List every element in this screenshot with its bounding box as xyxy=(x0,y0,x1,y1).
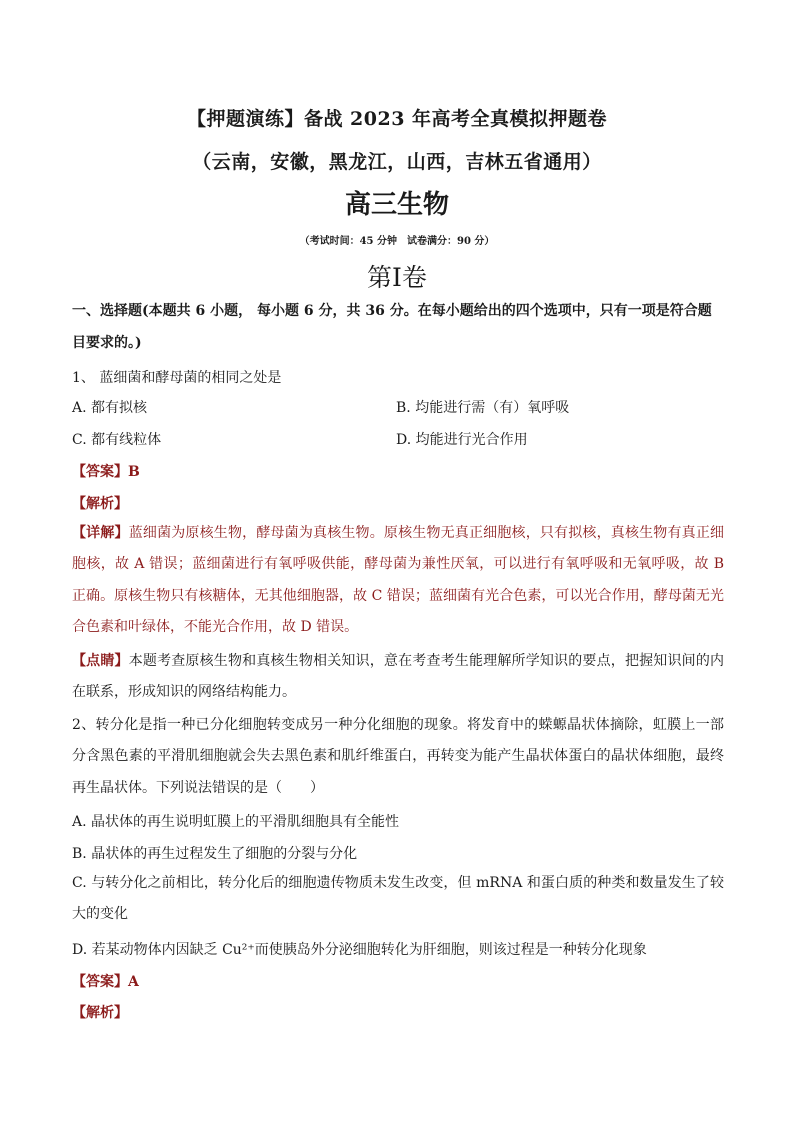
question-1-comment xyxy=(72,646,724,709)
detail-text: 蓝细菌为原核生物，酵母菌为真核生物。原核生物无真正细胞核，只有拟核，真核生物有真正细胞核，故 A 错误；蓝细菌进行有氧呼吸供能，酵母菌为兼性厌氧，可以进行有氧呼吸和无氧呼吸，故 B 正确。原核生物只有核糖体，无其他细胞器，故 C 错误；蓝细菌有光合色素，可以光合作用，酵母菌无光合色素和叶绿体，不能光合作用，故 D 错误。 xyxy=(72,525,725,636)
volume-heading: 第Ⅰ卷 xyxy=(367,263,427,292)
question-1-analysis-tag: 【解析】 xyxy=(72,496,128,512)
answer-tag: 【答案】 xyxy=(72,464,128,480)
question-1-answer xyxy=(72,462,140,482)
comment-text: 本题考查原核生物和真核生物相关知识，意在考查考生能理解所学知识的要点，把握知识间的内在联系，形成知识的网络结构能力。 xyxy=(72,653,725,701)
answer-tag: 【答案】 xyxy=(72,974,128,990)
question-1-option-c: C. 都有线粒体 xyxy=(72,432,162,448)
exam-title: 【押题演练】备战 2023 年高考全真模拟押题卷 xyxy=(186,108,608,130)
question-2-option-b: B. 晶状体的再生过程发生了细胞的分裂与分化 xyxy=(72,846,358,862)
question-2-analysis-tag: 【解析】 xyxy=(72,1005,128,1021)
question-1-option-d: D. 均能进行光合作用 xyxy=(396,432,528,448)
subject-title: 高三生物 xyxy=(344,190,449,220)
answer-value: B xyxy=(128,464,140,480)
question-2-answer xyxy=(72,972,139,992)
question-2-option-c: C. 与转分化之前相比，转分化后的细胞遗传物质未发生改变，但 mRNA 和蛋白质的种类和数量发生了较大的变化 xyxy=(72,875,724,923)
question-1-stem: 1、 蓝细菌和酵母菌的相同之处是 xyxy=(72,370,282,386)
question-1-option-b: B. 均能进行需（有）氧呼吸 xyxy=(396,400,570,416)
section-heading: 一、选择题(本题共 6 小题， 每小题 6 分，共 36 分。在每小题给出的四个选项中，只有一项是符合题目要求的。) xyxy=(72,303,712,351)
exam-provinces: （云南，安徽，黑龙江，山西，吉林五省通用） xyxy=(192,151,602,173)
detail-tag: 【详解】 xyxy=(72,525,129,541)
question-2-option-d: D. 若某动物体内因缺乏 Cu²⁺而使胰岛外分泌细胞转化为肝细胞，则该过程是一种转分化现象 xyxy=(72,942,647,958)
question-2-stem: 2、转分化是指一种已分化细胞转变成另一种分化细胞的现象。将发育中的蝾螈晶状体摘除，虹膜上一部分含黑色素的平滑肌细胞就会失去黑色素和肌纤维蛋白，再转变为能产生晶状体蛋白的晶状体细胞，最终再生晶状体。下列说法错误的是（ ） xyxy=(72,717,724,796)
question-1-detail xyxy=(72,518,724,644)
answer-value: A xyxy=(128,974,139,990)
question-2-option-a: A. 晶状体的再生说明虹膜上的平滑肌细胞具有全能性 xyxy=(72,814,400,830)
comment-tag: 【点睛】 xyxy=(72,653,129,669)
exam-info: （考试时间：45 分钟 试卷满分：90 分） xyxy=(299,236,495,247)
question-1-option-a: A. 都有拟核 xyxy=(72,400,148,416)
